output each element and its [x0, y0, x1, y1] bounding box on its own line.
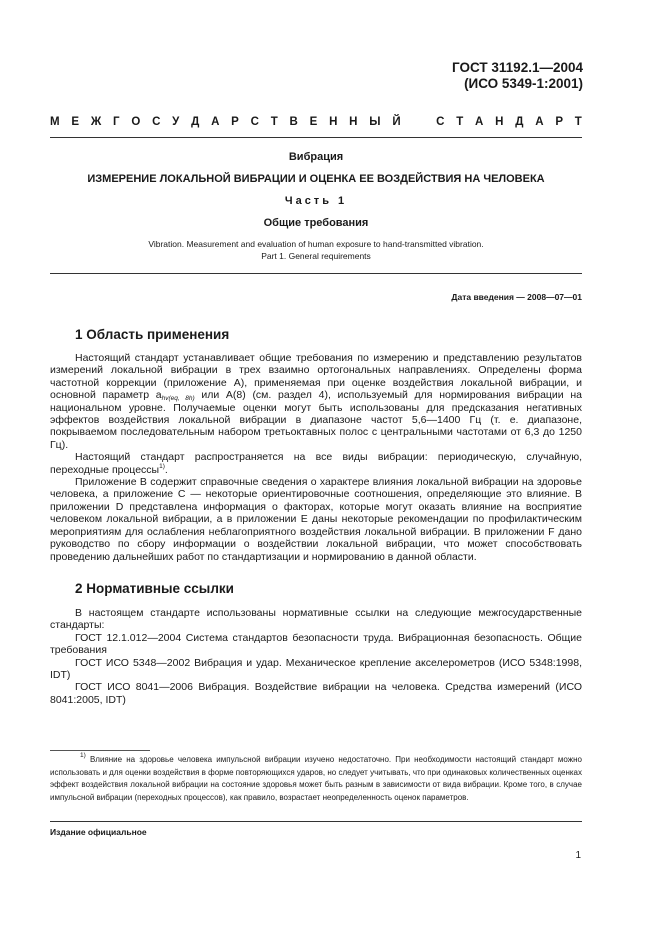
banner-letter: С [250, 116, 259, 128]
footnote-reference[interactable]: 1) [159, 462, 165, 470]
standard-id: ГОСТ 31192.1—2004 [452, 60, 583, 75]
paragraph-text: или A(8) (см. раздел 4), используемый для нормирования вибрации на национальном уровне. Получаемые оценки могут быть использованы для предсказания негативных эффектов воздействия локальной вибрации в диапазоне частот 5,6—1400 Гц (т. е. диапазоне, покрываемом последовательным набором третьоктавных полос с центральными частотами от 6,3 до 1250 Гц). [50, 389, 582, 451]
banner-letter: Е [309, 116, 318, 128]
title-topic: Вибрация [288, 151, 344, 163]
banner-letter: Р [231, 116, 239, 128]
normative-reference: ГОСТ 12.1.012—2004 Система стандартов безопасности труда. Вибрационная безопасность. Общие требования [50, 631, 582, 657]
paragraph [50, 476, 582, 563]
banner-letter: Т [574, 116, 582, 128]
section-1-title: 1 Область применения [75, 327, 230, 342]
title-subtitle: Общие требования [263, 217, 369, 229]
footnote-text: Влияние на здоровье человека импульсной вибрации изучено недостаточно. При необходимости настоящий стандарт можно использовать и для оценки воздействия в форме повторяющихся ударов, но следует учитывать, что при одинаковых количественных оценках эффект воздействия локальной вибрации на состояние здоровья может быть разным в зависимости от вида вибрации. Кроме того, в случае импульсной вибрации (переходных процессов), как правило, возрастает неопределенность оценок параметров. [50, 755, 582, 802]
title-main: ИЗМЕРЕНИЕ ЛОКАЛЬНОЙ ВИБРАЦИИ И ОЦЕНКА ЕЕ ВОЗДЕЙСТВИЯ НА ЧЕЛОВЕКА [87, 173, 545, 185]
banner-letter: С [152, 116, 161, 128]
section-2-title: 2 Нормативные ссылки [75, 581, 234, 596]
banner-letter: Н [495, 116, 504, 128]
banner-letter: О [131, 116, 141, 128]
banner-letter: С [436, 116, 445, 128]
title-divider [50, 273, 582, 274]
banner-letter: Н [329, 116, 338, 128]
banner-letter: Г [113, 116, 120, 128]
title-english-line-2: Part 1. General requirements [261, 251, 371, 261]
paragraph-text: Настоящий стандарт устанавливает общие требования по измерению и представлению результатов измерений локальной вибрации в трех взаимно ортогональных направлениях. Определены форма частотной коррекции (приложение А), применяемая при оценке воздействия локальной вибрации, и основной параметр a [50, 352, 582, 402]
banner-letter: А [211, 116, 220, 128]
title-part: Часть 1 [284, 195, 348, 207]
section-1-body [50, 352, 582, 563]
banner-letter: Й [392, 116, 401, 128]
banner-letter: Т [456, 116, 464, 128]
paragraph-text: Приложение В содержит справочные сведения о характере влияния локальной вибрации на здоровье человека, а приложение С — некоторые ориентировочные соотношения, определяющие это влияние. В приложении D представлена информация о факторах, которые могут оказать влияние на восприятие человеком локальной вибрации, а в приложении Е даны некоторые рекомендации по профилактическим мероприятиям для ослабления неблагоприятного воздействия локальной вибрации. В приложении F дано руководство по сбору информации о воздействии локальной вибрации, что может способствовать проведению дальнейших работ по стандартизации и нормированию в данной области. [50, 476, 582, 563]
official-edition: Издание официальное [50, 827, 147, 837]
footnote-marker: 1) [80, 752, 86, 759]
parameter-subscript: hv(eq, 8h) [161, 395, 195, 403]
paragraph-text: . [164, 463, 168, 476]
official-divider [50, 821, 582, 822]
date-of-introduction: Дата введения — 2008—07—01 [451, 292, 582, 302]
paragraph-text: Настоящий стандарт распространяется на все виды вибрации: периодическую, случайную, переходные процессы [50, 451, 582, 476]
banner-letter: А [475, 116, 484, 128]
page-number: 1 [575, 850, 581, 861]
banner-letter: У [172, 116, 180, 128]
iso-id: (ИСО 5349-1:2001) [464, 76, 583, 91]
paragraph [50, 352, 582, 451]
banner-word-gap [412, 115, 424, 129]
banner-letter: Ж [90, 116, 102, 128]
section-2-body [50, 607, 582, 706]
banner-letter: В [289, 116, 298, 128]
standard-designation [452, 60, 583, 92]
interstate-standard-banner [50, 115, 582, 129]
banner-letter: Д [515, 116, 524, 128]
title-english-line-1: Vibration. Measurement and evaluation of human exposure to hand-transmitted vibration. [148, 239, 484, 249]
banner-letter: Т [270, 116, 278, 128]
normative-reference: ГОСТ ИСО 5348—2002 Вибрация и удар. Механическое крепление акселерометров (ИСО 5348:1998, IDT) [50, 656, 582, 682]
header-divider [50, 137, 582, 138]
paragraph: В настоящем стандарте использованы нормативные ссылки на следующие межгосударственные стандарты: [50, 607, 582, 632]
banner-letter: Н [349, 116, 358, 128]
banner-letter: М [50, 116, 60, 128]
footnote [50, 754, 582, 804]
banner-letter: А [535, 116, 544, 128]
paragraph [50, 451, 582, 476]
banner-letter: Д [191, 116, 200, 128]
banner-letter: Р [555, 116, 563, 128]
banner-letter: Е [71, 116, 80, 128]
banner-letter: Ы [369, 116, 381, 128]
footnote-divider [50, 750, 150, 751]
normative-reference: ГОСТ ИСО 8041—2006 Вибрация. Воздействие вибрации на человека. Средства измерений (ИСО 8041:2005, IDT) [50, 681, 582, 706]
